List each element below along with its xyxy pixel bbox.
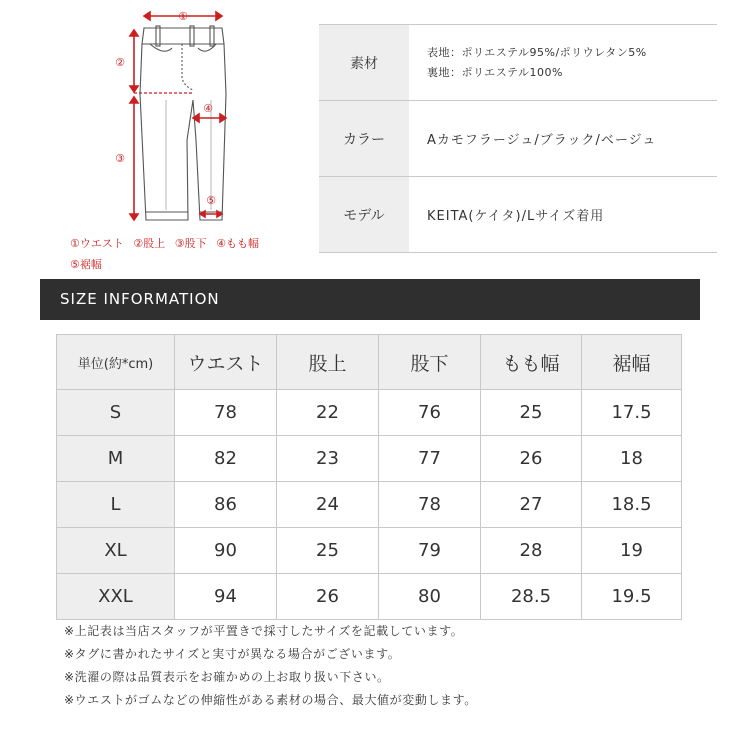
table-cell: 28.5 (481, 574, 582, 620)
header-waist: ウエスト (175, 335, 277, 390)
size-information-banner: SIZE INFORMATION (40, 279, 700, 320)
spec-value-material-outer: 表地：ポリエステル95%/ポリウレタン5% (427, 45, 647, 59)
size-label: XXL (57, 574, 175, 620)
size-table (56, 334, 682, 620)
table-cell: 17.5 (582, 390, 682, 436)
pants-diagram (70, 0, 320, 275)
legend-waist: ①ウエスト (70, 237, 124, 250)
table-cell: 26 (481, 436, 582, 482)
marker-1: ① (178, 10, 188, 23)
table-cell: 79 (379, 528, 481, 574)
spec-row-color (319, 101, 717, 177)
marker-5: ⑤ (206, 194, 216, 207)
size-label: L (57, 482, 175, 528)
table-row (57, 390, 682, 436)
table-cell: 19.5 (582, 574, 682, 620)
header-thigh: もも幅 (481, 335, 582, 390)
diagram-legend-row2 (70, 256, 108, 272)
table-cell: 28 (481, 528, 582, 574)
spec-label-material: 素材 (319, 25, 409, 101)
header-inseam: 股下 (379, 335, 481, 390)
notes-section (64, 620, 704, 712)
table-cell: 94 (175, 574, 277, 620)
size-label: S (57, 390, 175, 436)
table-row (57, 528, 682, 574)
table-cell: 27 (481, 482, 582, 528)
table-cell: 18 (582, 436, 682, 482)
header-hem: 裾幅 (582, 335, 682, 390)
size-table-header (57, 335, 682, 390)
spec-row-model (319, 177, 717, 253)
legend-hem: ⑤裾幅 (70, 258, 102, 271)
size-label: M (57, 436, 175, 482)
marker-3: ③ (115, 152, 125, 165)
legend-rise: ②股上 (133, 237, 166, 250)
legend-thigh: ④もも幅 (216, 237, 259, 250)
table-cell: 25 (481, 390, 582, 436)
table-cell: 78 (379, 482, 481, 528)
table-cell: 19 (582, 528, 682, 574)
marker-2: ② (115, 56, 125, 69)
table-cell: 82 (175, 436, 277, 482)
pants-illustration (70, 0, 320, 232)
table-cell: 18.5 (582, 482, 682, 528)
spec-label-model: モデル (319, 177, 409, 253)
table-cell: 76 (379, 390, 481, 436)
table-cell: 90 (175, 528, 277, 574)
table-cell: 78 (175, 390, 277, 436)
table-cell: 26 (277, 574, 379, 620)
spec-value-color: Aカモフラージュ/ブラック/ベージュ (409, 101, 717, 177)
note-line: ※洗濯の際は品質表示をお確かめの上お取り扱い下さい。 (64, 670, 390, 684)
table-cell: 86 (175, 482, 277, 528)
spec-value-material-lining: 裏地：ポリエステル100% (427, 65, 563, 79)
table-cell: 23 (277, 436, 379, 482)
table-cell: 77 (379, 436, 481, 482)
product-spec-table (319, 24, 717, 253)
table-cell: 24 (277, 482, 379, 528)
legend-inseam: ③股下 (174, 237, 207, 250)
spec-value-material (409, 25, 717, 101)
spec-label-color: カラー (319, 101, 409, 177)
marker-4: ④ (203, 102, 213, 115)
table-row (57, 436, 682, 482)
table-cell: 80 (379, 574, 481, 620)
note-line: ※ウエストがゴムなどの伸縮性がある素材の場合、最大値が変動します。 (64, 693, 477, 707)
diagram-legend-row1 (70, 235, 265, 251)
size-label: XL (57, 528, 175, 574)
note-line: ※上記表は当店スタッフが平置きで採寸したサイズを記載しています。 (64, 624, 464, 638)
table-row (57, 574, 682, 620)
header-rise: 股上 (277, 335, 379, 390)
table-cell: 25 (277, 528, 379, 574)
table-cell: 22 (277, 390, 379, 436)
table-row (57, 482, 682, 528)
spec-value-model: KEITA(ケイタ)/Lサイズ着用 (409, 177, 717, 253)
header-unit: 単位(約*cm) (57, 335, 175, 390)
spec-row-material (319, 25, 717, 101)
note-line: ※タグに書かれたサイズと実寸が異なる場合がございます。 (64, 647, 401, 661)
